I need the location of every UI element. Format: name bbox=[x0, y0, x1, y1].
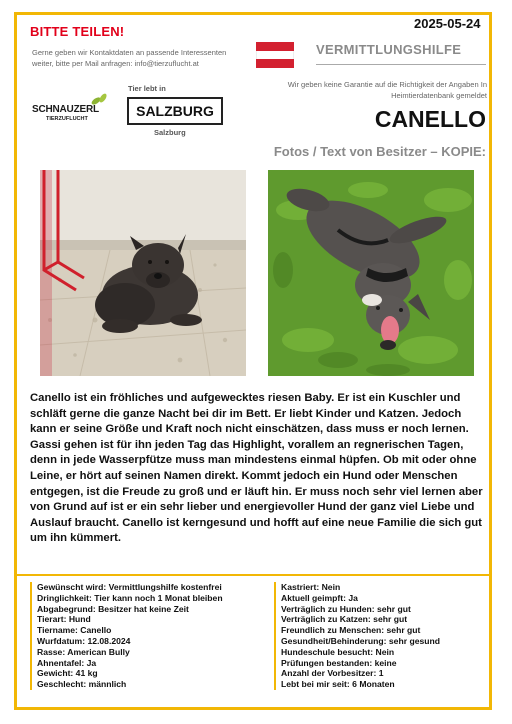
details-right-column bbox=[274, 582, 491, 690]
detail-item: Geschlecht: männlich bbox=[37, 679, 127, 690]
contact-note: Gerne geben wir Kontaktdaten an passende Interessenten weiter, bitte per Mail anfragen: info@tierzuflucht.at bbox=[32, 48, 227, 68]
title-underline bbox=[316, 64, 486, 65]
detail-item: Tiername: Canello bbox=[37, 625, 112, 636]
logo-name: SCHNAUZERL bbox=[32, 104, 99, 115]
detail-item: Aktuell geimpft: Ja bbox=[281, 592, 358, 603]
detail-item: Prüfungen bestanden: keine bbox=[281, 657, 397, 668]
section-title: VERMITTLUNGSHILFE bbox=[316, 42, 462, 57]
logo-subtitle: TIERZUFLUCHT bbox=[46, 116, 88, 122]
dog-photo-indoor bbox=[40, 170, 246, 376]
detail-item: Freundlich zu Menschen: sehr gut bbox=[281, 625, 421, 636]
dog-photo-outdoor bbox=[268, 170, 474, 376]
location-state-box: SALZBURG bbox=[127, 97, 223, 125]
detail-item: Dringlichkeit: Tier kann noch 1 Monat bleiben bbox=[37, 592, 223, 603]
detail-item: Lebt bei mir seit: 6 Monaten bbox=[281, 679, 395, 690]
schnauzerl-logo bbox=[32, 92, 110, 126]
details-divider bbox=[14, 574, 492, 576]
disclaimer: Wir geben keine Garantie auf die Richtigkeit der Angaben In Heimtierdatenbank gemeldet bbox=[287, 80, 487, 100]
detail-item: Gesundheit/Behinderung: sehr gesund bbox=[281, 635, 440, 646]
detail-item: Tierart: Hund bbox=[37, 614, 91, 625]
share-label: BITTE TEILEN! bbox=[30, 24, 125, 39]
detail-item: Verträglich zu Hunden: sehr gut bbox=[281, 603, 411, 614]
detail-item: Hundeschule besucht: Nein bbox=[281, 646, 395, 657]
document-date: 2025-05-24 bbox=[414, 16, 481, 31]
detail-item: Ahnentafel: Ja bbox=[37, 657, 97, 668]
detail-item: Anzahl der Vorbesitzer: 1 bbox=[281, 668, 384, 679]
detail-item: Rasse: American Bully bbox=[37, 646, 130, 657]
detail-item: Wurfdatum: 12.08.2024 bbox=[37, 635, 131, 646]
pet-name: CANELLO bbox=[374, 106, 486, 132]
details-left-column bbox=[30, 582, 262, 690]
detail-item: Gewicht: 41 kg bbox=[37, 668, 98, 679]
detail-item: Verträglich zu Katzen: sehr gut bbox=[281, 614, 408, 625]
detail-item: Gewünscht wird: Vermittlungshilfe kostenfrei bbox=[37, 582, 222, 592]
detail-item: Abgabegrund: Besitzer hat keine Zeit bbox=[37, 603, 189, 614]
austria-flag-icon bbox=[256, 42, 294, 68]
location-label: Tier lebt in bbox=[128, 84, 166, 93]
pet-description: Canello ist ein fröhliches und aufgewecktes riesen Baby. Er ist ein Kuschler und schläft gerne die ganze Nacht bei dir im Bett. Er liebt Kinder und Katzen. Jedoch kann er seine Größe und Kraft noch nicht einschätzen, dass muss er noch lernen. Gassi gehen ist für ihn jeden Tag das Highlight, vorallem an regnerischen Tagen, denn in jede Wasserpfütze muss man mindestens einmal hüpfen. Ob mit oder ohne Leine, er hört auf seinen Namen direkt. Kommt jedoch ein Hund oder Menschen entgegen, ist die Freude zu groß und er läuft hin. Er muss noch sehr viel lernen aber von Grund auf ist er ein sehr lieber und energievoller Hund der ganz viel Liebe und Auslauf braucht. Canello ist kerngesund und hofft auf eine neue Familie die sich gut um ihn kümmert. bbox=[30, 392, 483, 545]
photo-caption: Fotos / Text von Besitzer – KOPIE: bbox=[273, 144, 486, 159]
location-city: Salzburg bbox=[154, 128, 186, 137]
detail-item: Kastriert: Nein bbox=[281, 582, 341, 592]
